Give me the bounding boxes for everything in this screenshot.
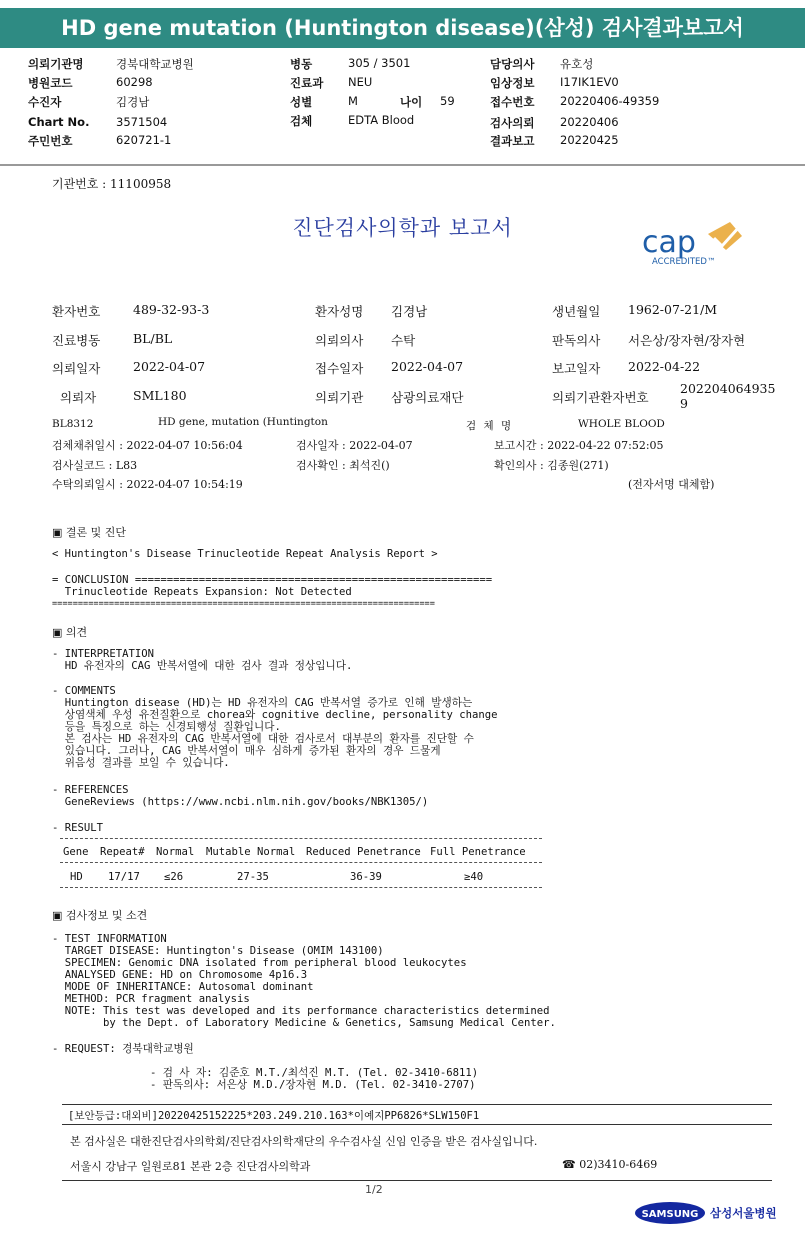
value-hospital-code: 60298 [116, 75, 153, 89]
value-reg-no: 489-32-93-3 [133, 302, 210, 317]
label-dob: 생년월일 [552, 304, 601, 319]
security-stamp: [보안등급:대외비]20220425152225*203.249.210.163*이예지PP6826*SLW150F1 [68, 1110, 480, 1122]
confirm-doctor: 확인의사 : 김종원(271) [494, 459, 609, 472]
samsung-logo-text: SAMSUNG [641, 1209, 699, 1220]
label-chart-no: Chart No. [28, 115, 90, 129]
result-header-gene: Gene [63, 846, 89, 858]
label-patient-name: 환자성명 [315, 304, 364, 319]
test-information-line: MODE OF INHERITANCE: Autosomal dominant [52, 981, 314, 993]
report-name: < Huntington's Disease Trinucleotide Repeat Analysis Report > [52, 548, 438, 560]
result-cell-repeat: 17/17 [108, 871, 140, 883]
value-chart-no: 3571504 [116, 115, 168, 129]
label-ward-code: 진료병동 [52, 333, 101, 348]
label-reading-doctor: 판독의사 [552, 333, 601, 348]
request-line: - REQUEST: 경북대학교병원 [52, 1043, 194, 1055]
test-name: HD gene, mutation (Huntington [158, 416, 328, 428]
accept-time: 수탁의뢰일시 : 2022-04-07 10:54:19 [52, 478, 243, 491]
label-request-institution: 의뢰기관 [315, 390, 364, 405]
value-requester-institution: 경북대학교병원 [116, 57, 194, 71]
lab-phone: ☎ 02)3410-6469 [562, 1158, 658, 1171]
label-client: 의뢰자 [60, 390, 97, 405]
test-information-line: by the Dept. of Laboratory Medicine & Genetics, Samsung Medical Center. [52, 1017, 556, 1029]
value-institution-patient-no-2: 9 [680, 396, 688, 411]
label-specimen-name: 검 체 명 [466, 420, 514, 432]
value-age: 59 [440, 94, 455, 108]
label-hospital-code: 병원코드 [28, 76, 73, 90]
samsung-hospital-logo [634, 1200, 777, 1226]
conclusion-divider-bottom: ========================================================================== [52, 599, 435, 609]
test-date: 검사일자 : 2022-04-07 [296, 439, 413, 452]
value-request-date: 2022-04-07 [133, 359, 206, 374]
value-reading-doctor: 서은상/장자현/장자현 [628, 333, 746, 348]
page-number: 1/2 [365, 1183, 383, 1196]
value-patient-name: 김경남 [391, 304, 428, 319]
value-resident-no: 620721-1 [116, 133, 172, 147]
label-specimen: 검체 [290, 114, 313, 128]
accreditation-statement: 본 검사실은 대한진단검사의학회/진단검사의학재단의 우수검사실 신임 인증을 받은 검사실입니다. [70, 1135, 538, 1148]
report-title: 진단검사의학과 보고서 [292, 216, 513, 240]
value-specimen-name: WHOLE BLOOD [578, 418, 665, 430]
value-department: NEU [348, 75, 373, 89]
comments-line: 있습니다. 그러나, CAG 반복서열이 매우 심하게 증가된 환자의 경우 드물게 [52, 745, 441, 757]
label-patient: 수진자 [28, 95, 62, 109]
lab-address: 서울시 강남구 일원로81 본관 2층 진단검사의학과 [70, 1160, 311, 1173]
electronic-signature-note: (전자서명 대체함) [628, 478, 715, 491]
result-header-repeat: Repeat# [100, 846, 145, 858]
collect-time: 검체채취일시 : 2022-04-07 10:56:04 [52, 439, 243, 452]
value-institution-patient-no-1: 202204064935 [680, 381, 776, 396]
institution-number: 기관번호 : 11100958 [52, 177, 172, 191]
label-age: 나이 [400, 95, 423, 109]
test-information-line: ANALYSED GENE: HD on Chromosome 4p16.3 [52, 969, 308, 981]
interpretation-text: HD 유전자의 CAG 반복서열에 대한 검사 결과 정상입니다. [52, 660, 353, 672]
references-heading: - REFERENCES [52, 784, 129, 796]
test-information-line: SPECIMEN: Genomic DNA isolated from peripheral blood leukocytes [52, 957, 467, 969]
result-header-mutable-normal: Mutable Normal [206, 846, 296, 858]
value-attending-doctor: 유호성 [560, 57, 594, 71]
value-sex: M [348, 94, 358, 108]
result-table-rule [60, 862, 542, 863]
label-institution-patient-no: 의뢰기관환자번호 [552, 390, 649, 405]
label-attending-doctor: 담당의사 [490, 57, 535, 71]
result-cell-full-penetrance: ≥40 [464, 871, 484, 883]
value-request-institution: 삼광의료재단 [391, 390, 464, 405]
test-information-line: TARGET DISEASE: Huntington's Disease (OMIM 143100) [52, 945, 384, 957]
value-request-doctor: 수탁 [391, 333, 416, 348]
label-clinical-info: 임상정보 [490, 76, 535, 90]
label-sex: 성별 [290, 95, 313, 109]
result-cell-mutable-normal: 27-35 [237, 871, 269, 883]
value-report-date: 2022-04-22 [628, 359, 701, 374]
section-conclusion-title: ▣ 결론 및 진단 [52, 526, 127, 539]
cap-accredited-logo [640, 216, 750, 268]
value-ward-code: BL/BL [133, 331, 173, 346]
test-confirm: 검사확인 : 최석진() [296, 459, 390, 472]
result-table-rule [60, 838, 542, 839]
conclusion-text: Trinucleotide Repeats Expansion: Not Detected [52, 586, 352, 598]
result-cell-gene: HD [70, 871, 83, 883]
result-table-rule [60, 887, 542, 888]
label-requester-institution: 의뢰기관명 [28, 57, 84, 71]
comments-line: 본 검사는 HD 유전자의 CAG 반복서열에 대한 검사로서 대부분의 환자를 진단할 수 [52, 733, 474, 745]
value-client: SML180 [133, 388, 187, 403]
hospital-name: 삼성서울병원 [710, 1206, 777, 1220]
section-opinion-title: ▣ 의견 [52, 626, 88, 639]
interpretation-heading: - INTERPRETATION [52, 648, 155, 660]
lab-code: 검사실코드 : L83 [52, 459, 138, 472]
label-receipt-date: 접수일자 [315, 361, 364, 376]
signature-tester: - 검 사 자: 김준호 M.T./최석진 M.T. (Tel. 02-3410-6811) [150, 1067, 479, 1079]
cap-logo-text: cap [642, 225, 696, 260]
section-test-info-title: ▣ 검사정보 및 소견 [52, 909, 148, 922]
label-reg-no: 환자번호 [52, 304, 101, 319]
label-ward: 병동 [290, 57, 313, 71]
value-dob: 1962-07-21/M [628, 302, 718, 317]
footer-divider [62, 1124, 772, 1125]
label-request-date: 의뢰일자 [52, 361, 101, 376]
test-information-heading: - TEST INFORMATION [52, 933, 167, 945]
label-result-report: 결과보고 [490, 134, 535, 148]
result-header-reduced-penetrance: Reduced Penetrance [306, 846, 421, 858]
cap-logo-subtext: ACCREDITED™ [652, 257, 716, 267]
result-heading: - RESULT [52, 822, 104, 834]
references-text: GeneReviews (https://www.ncbi.nlm.nih.gov/books/NBK1305/) [52, 796, 429, 808]
test-code: BL8312 [52, 418, 94, 430]
result-cell-reduced-penetrance: 36-39 [350, 871, 382, 883]
result-cell-normal: ≤26 [164, 871, 184, 883]
report-time: 보고시간 : 2022-04-22 07:52:05 [494, 439, 664, 452]
header-divider [0, 164, 805, 166]
signature-reading-doctor: - 판독의사: 서은상 M.D./장자현 M.D. (Tel. 02-3410-2707) [150, 1079, 476, 1091]
label-test-request: 검사의뢰 [490, 116, 535, 130]
test-information-line: METHOD: PCR fragment analysis [52, 993, 250, 1005]
value-clinical-info: I17IK1EV0 [560, 75, 619, 89]
label-request-doctor: 의뢰의사 [315, 333, 364, 348]
report-header [0, 52, 805, 164]
test-information-line: NOTE: This test was developed and its performance characteristics determined [52, 1005, 550, 1017]
comments-line: 상염색체 우성 유전질환으로 chorea와 cognitive decline, personality change [52, 709, 498, 721]
label-report-date: 보고일자 [552, 361, 601, 376]
comments-line: Huntington disease (HD)는 HD 유전자의 CAG 반복서열 증가로 인해 발생하는 [52, 697, 473, 709]
result-header-full-penetrance: Full Penetrance [430, 846, 526, 858]
value-test-request: 20220406 [560, 115, 619, 129]
value-ward: 305 / 3501 [348, 56, 411, 70]
comments-line: 등을 특징으로 하는 신경퇴행성 질환입니다. [52, 721, 281, 733]
page-title: HD gene mutation (Huntington disease)(삼성) 검사결과보고서 [0, 8, 805, 48]
label-department: 진료과 [290, 76, 324, 90]
comments-line: 위음성 결과를 보일 수 있습니다. [52, 757, 230, 769]
footer-divider [62, 1180, 772, 1181]
footer-divider [62, 1104, 772, 1105]
value-receipt-date: 2022-04-07 [391, 359, 464, 374]
comments-heading: - COMMENTS [52, 685, 116, 697]
label-receipt-no: 접수번호 [490, 95, 535, 109]
label-resident-no: 주민번호 [28, 134, 73, 148]
value-patient: 김경남 [116, 95, 150, 109]
value-specimen: EDTA Blood [348, 113, 415, 127]
value-result-report: 20220425 [560, 133, 619, 147]
value-receipt-no: 20220406-49359 [560, 94, 660, 108]
conclusion-divider-top: = CONCLUSION ======================================================== [52, 574, 493, 586]
result-header-normal: Normal [156, 846, 195, 858]
